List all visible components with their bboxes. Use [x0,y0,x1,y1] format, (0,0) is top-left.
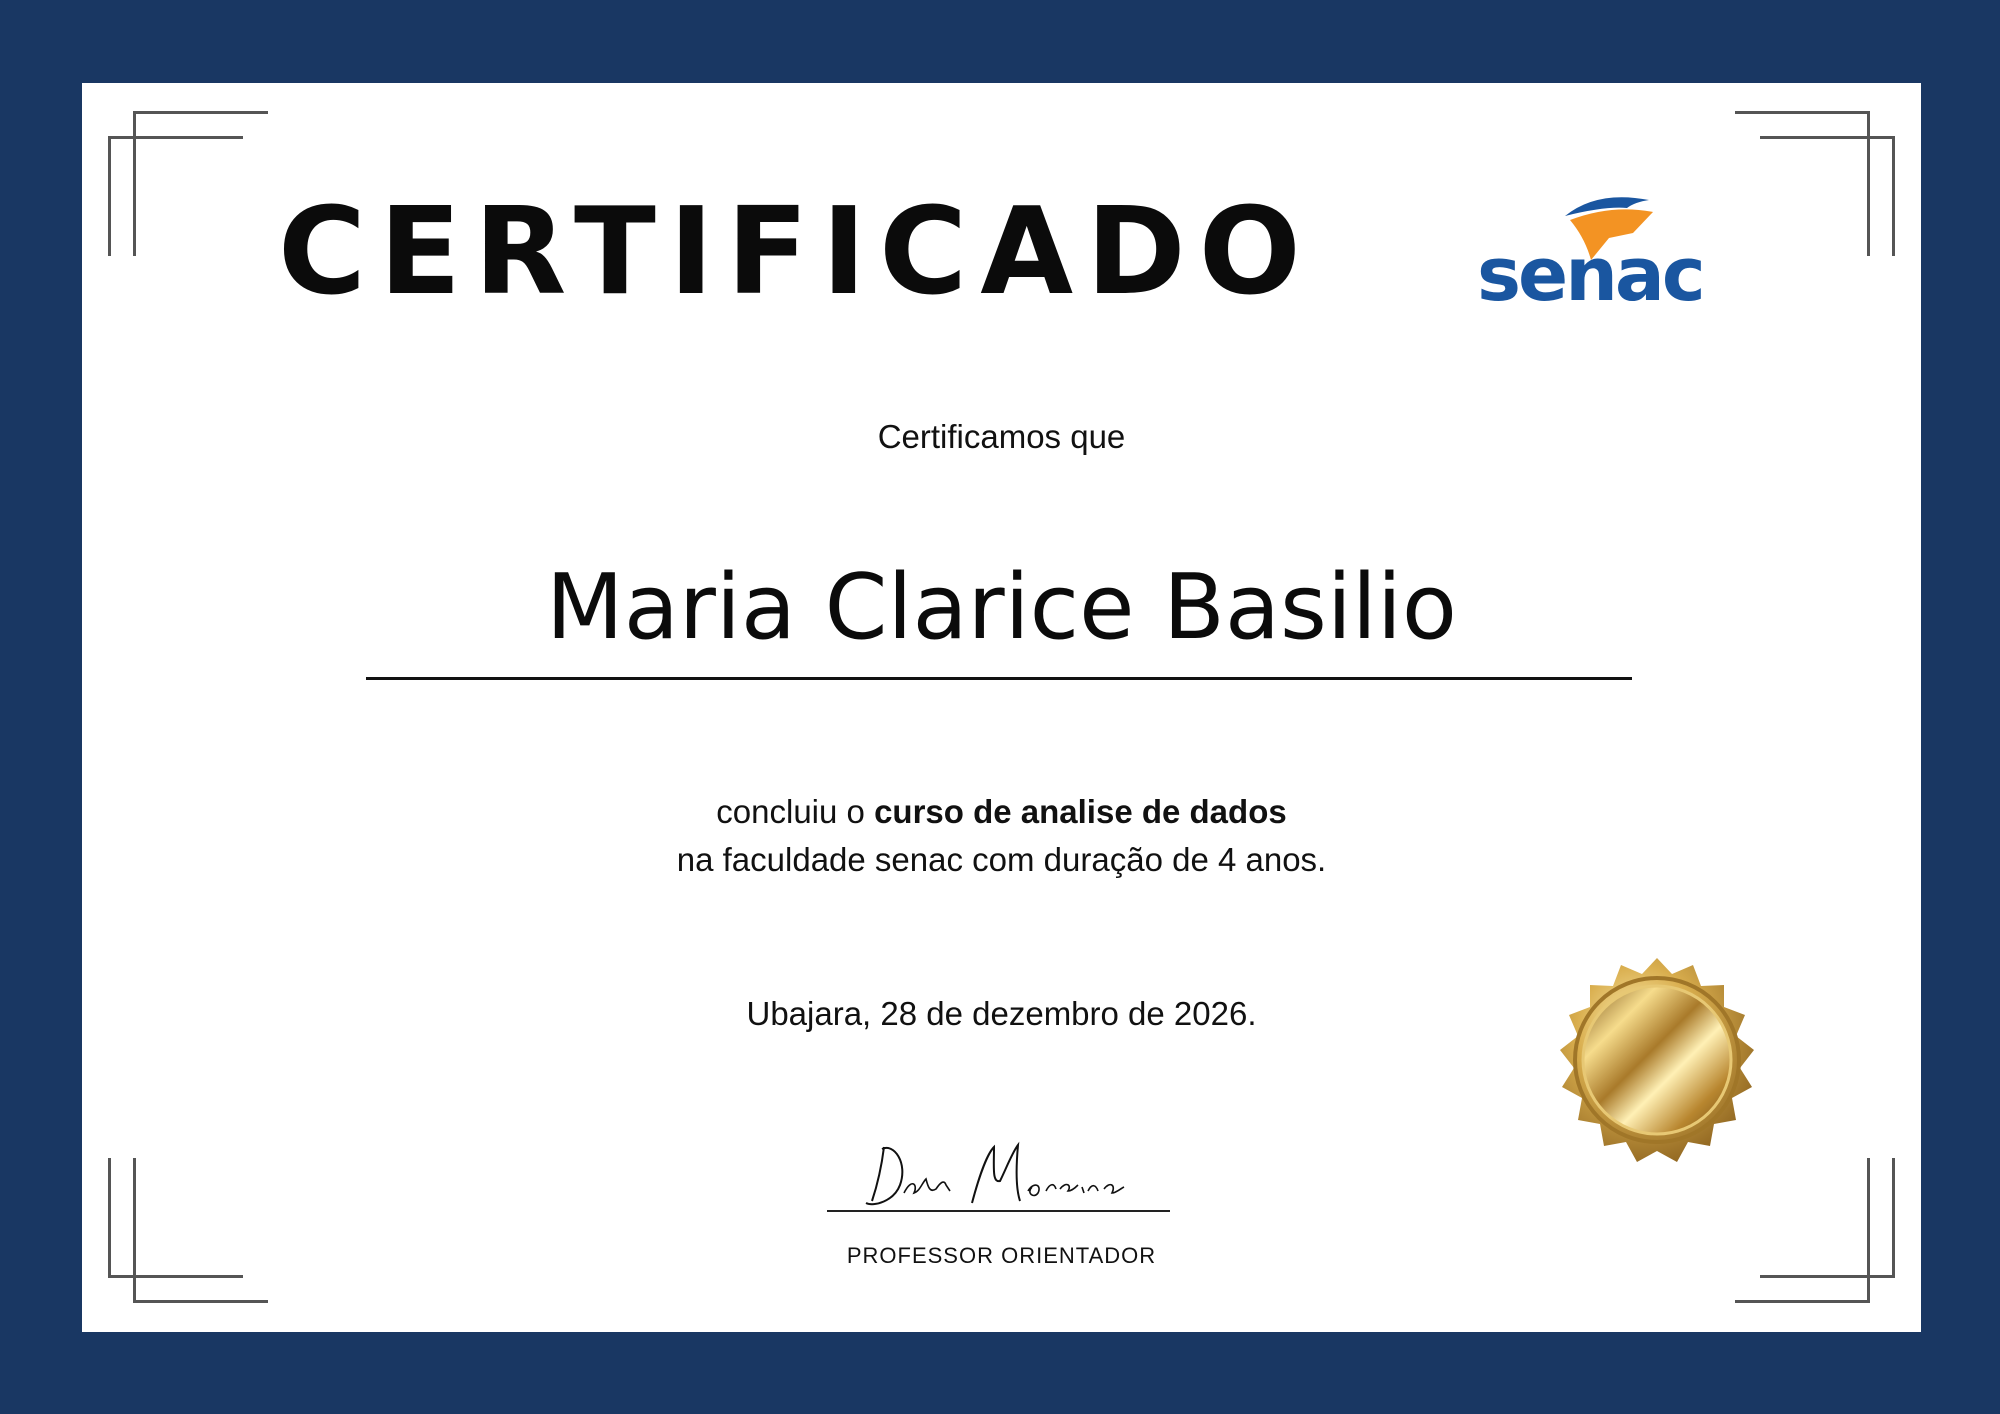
name-underline [366,677,1632,680]
completion-line-1 [82,793,1921,831]
senac-logo-text: senac [1477,232,1703,318]
completion-line-2: na faculdade senac com duração de 4 anos. [676,841,1327,878]
intro-text: Certificamos que [877,418,1126,455]
corner-ornament-bottom-right [1725,1153,1895,1303]
gold-seal-icon [1542,944,1772,1174]
corner-ornament-top-left [108,111,278,261]
senac-logo [1477,178,1737,333]
course-name: curso de analise de dados [874,793,1287,830]
date-line: Ubajara, 28 de dezembro de 2026. [746,995,1257,1032]
completion-prefix: concluiu o [716,793,865,830]
certificate-title: CERTIFICADO [278,183,1314,322]
corner-ornament-top-right [1725,111,1895,261]
signer-role: PROFESSOR ORIENTADOR [846,1243,1157,1268]
signature-image [822,1133,1172,1213]
signature-line [827,1210,1170,1212]
corner-ornament-bottom-left [108,1153,278,1303]
recipient-name: Maria Clarice Basilio [546,555,1457,660]
certificate-sheet [82,83,1921,1332]
